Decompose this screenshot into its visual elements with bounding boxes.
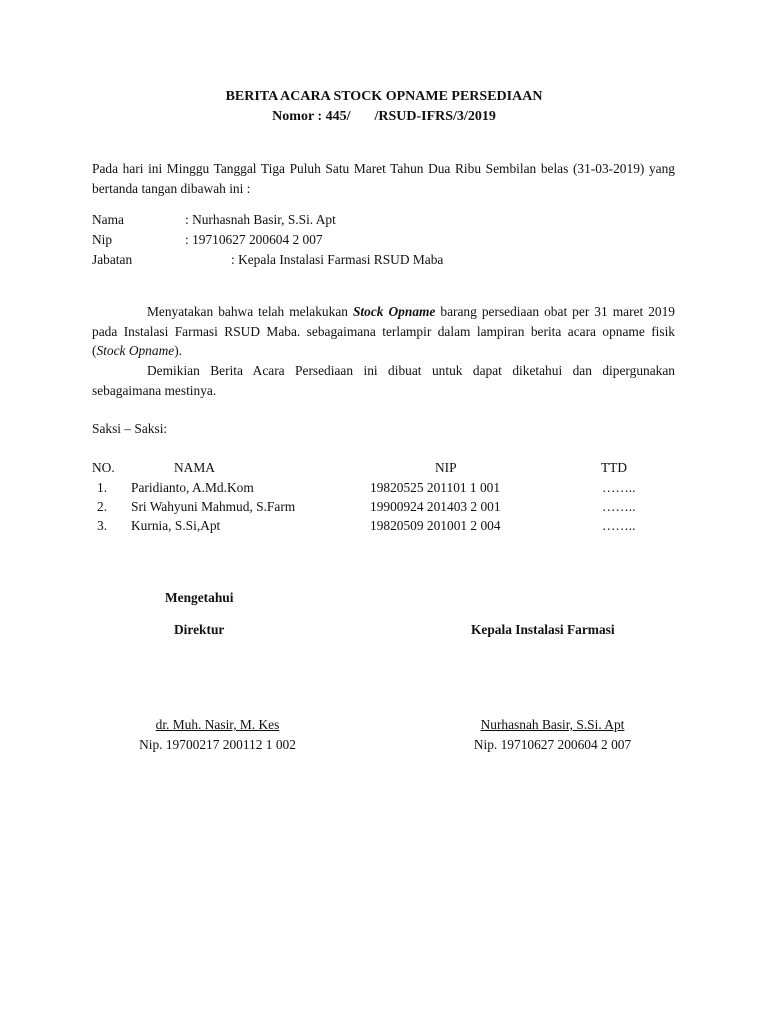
witnesses-heading: Saksi – Saksi: (92, 421, 168, 436)
nip-label: Nip (92, 232, 113, 247)
acknowledge-label: Mengetahui (165, 590, 234, 605)
statement-text-end: ). (174, 343, 182, 358)
statement-text-1: Menyatakan bahwa telah melakukan (147, 304, 353, 319)
row-name: Paridianto, A.Md.Kom (131, 480, 254, 495)
row-no: 3. (97, 518, 108, 533)
pharmacy-head-nip: Nip. 19710627 200604 2 007 (473, 737, 632, 752)
name-value: : Nurhasnah Basir, S.Si. Apt (185, 212, 336, 227)
document-number (0, 109, 768, 125)
name-label: Nama (92, 212, 124, 227)
document-number-prefix: Nomor : 445/ (272, 109, 351, 124)
intro-paragraph: Pada hari ini Minggu Tanggal Tiga Puluh Satu Maret Tahun Dua Ribu Sembilan belas (31-03-2019) yang bertanda tangan dibawah ini : (92, 161, 675, 196)
row-no: 1. (97, 480, 108, 495)
director-nip: Nip. 19700217 200112 1 002 (139, 737, 296, 752)
row-nip: 19820509 201001 2 004 (370, 518, 501, 533)
closing-paragraph: Demikian Berita Acara Persediaan ini dibuat untuk dapat diketahui dan dipergunakan sebagaimana mestinya. (92, 363, 675, 398)
document-number-suffix: /RSUD-IFRS/3/2019 (374, 109, 496, 124)
row-name: Sri Wahyuni Mahmud, S.Farm (131, 499, 296, 514)
statement-paragraph (92, 302, 675, 361)
stock-opname-emphasis: Stock Opname (352, 304, 436, 319)
director-role: Direktur (174, 622, 225, 637)
document-title: BERITA ACARA STOCK OPNAME PERSEDIAAN (225, 89, 543, 104)
col-header-ttd: TTD (601, 460, 628, 475)
row-ttd: …….. (602, 480, 636, 495)
row-ttd: …….. (602, 499, 636, 514)
col-header-nip: NIP (435, 460, 457, 475)
position-value: : Kepala Instalasi Farmasi RSUD Maba (231, 252, 444, 267)
director-name: dr. Muh. Nasir, M. Kes (155, 717, 280, 732)
col-header-no: NO. (92, 460, 115, 475)
pharmacy-head-role: Kepala Instalasi Farmasi (471, 622, 615, 637)
statement-text-2: barang persediaan obat per 31 maret 2019 pada Instalasi Farmasi RSUD Maba. sebagaimana terlampir dalam lampiran berita acara opname fisik ( (92, 304, 675, 358)
row-nip: 19820525 201101 1 001 (370, 480, 501, 495)
stock-opname-italic: Stock Opname (96, 343, 175, 358)
col-header-name: NAMA (174, 460, 215, 475)
row-no: 2. (97, 499, 108, 514)
row-nip: 19900924 201403 2 001 (370, 499, 501, 514)
position-label: Jabatan (92, 252, 133, 267)
nip-value: : 19710627 200604 2 007 (185, 232, 323, 247)
row-ttd: …….. (602, 518, 636, 533)
pharmacy-head-name: Nurhasnah Basir, S.Si. Apt (480, 717, 625, 732)
row-name: Kurnia, S.Si,Apt (131, 518, 221, 533)
